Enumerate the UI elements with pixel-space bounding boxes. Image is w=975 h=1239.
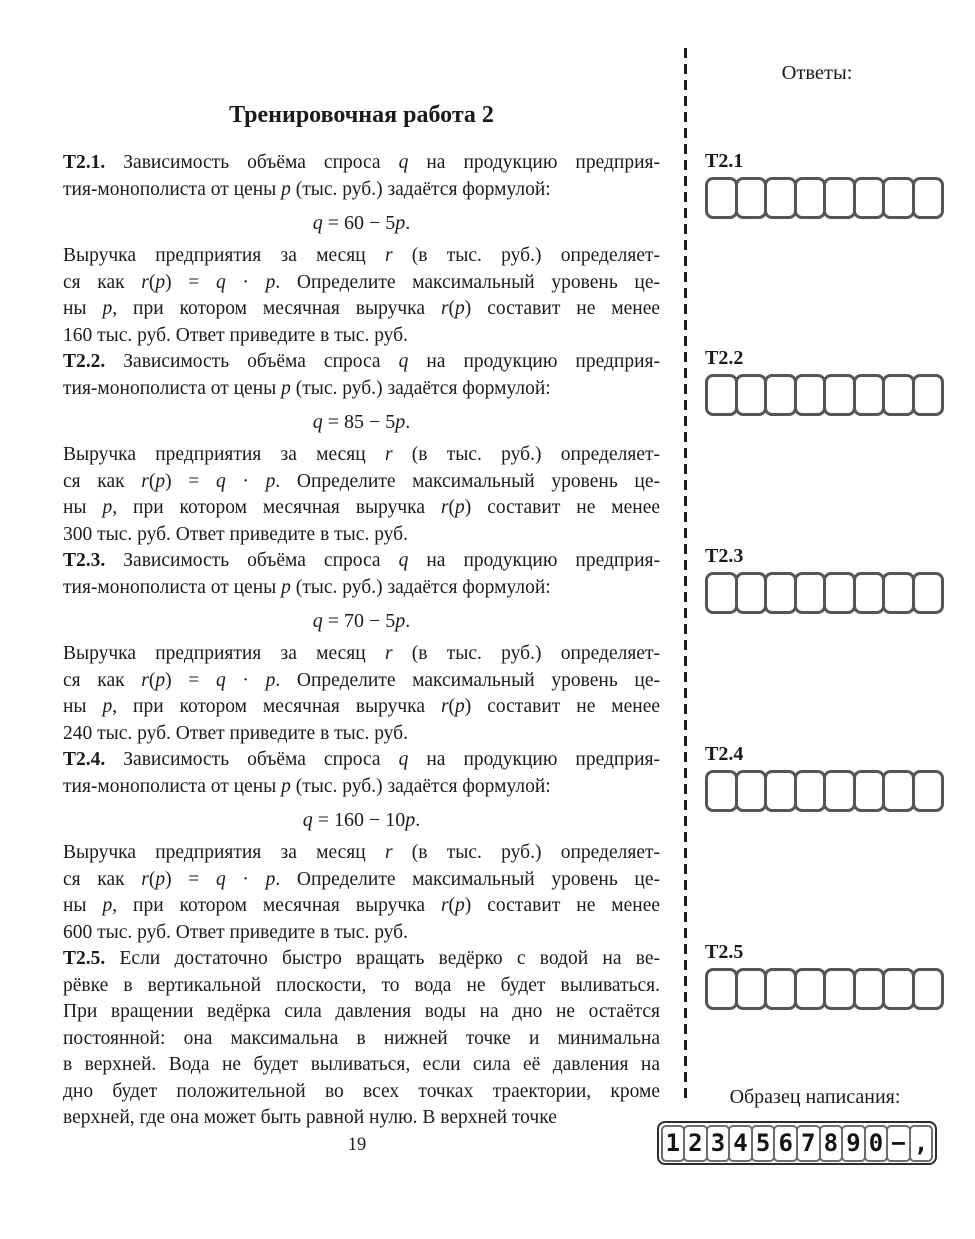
task <box>63 548 660 747</box>
answer-slot-label: Т2.3 <box>705 545 744 567</box>
task-intro <box>63 548 660 601</box>
text-line: постоянной: она максимальна в нижней точке и минимальна <box>63 1027 660 1049</box>
answer-cell <box>882 572 915 614</box>
answer-cell <box>853 770 886 812</box>
answer-cell <box>794 177 827 219</box>
answer-cell <box>794 374 827 416</box>
text-line: Выручка предприятия за месяц r (в тыс. руб.) определяет- <box>63 245 660 266</box>
page-title: Тренировочная работа 2 <box>229 102 494 128</box>
answer-cell <box>823 968 856 1010</box>
text-line: тия-монополиста от цены p (тыс. руб.) задаётся формулой: <box>63 576 551 598</box>
answer-cells-row <box>705 770 947 812</box>
task <box>63 946 660 1132</box>
task-formula: q = 70 − 5p. <box>312 610 411 632</box>
answer-cell <box>853 572 886 614</box>
text-line: Выручка предприятия за месяц r (в тыс. руб.) определяет- <box>63 842 660 863</box>
answer-slot-label: Т2.4 <box>705 743 744 765</box>
answer-cell <box>853 374 886 416</box>
text-line: верхней, где она может быть равной нулю. В верхней точке <box>63 1107 557 1128</box>
text-line: тия-монополиста от цены p (тыс. руб.) задаётся формулой: <box>63 178 551 200</box>
task-intro <box>63 747 660 800</box>
answer-cell <box>705 572 738 614</box>
sample-char-cell: 2 <box>683 1125 708 1162</box>
answer-cells-row <box>705 968 947 1010</box>
answer-cell <box>794 572 827 614</box>
text-line: ны p, при котором месячная выручка r(p) составит не менее <box>63 497 661 518</box>
text-line: Т2.5. Если достаточно быстро вращать ведёрко с водой на ве- <box>63 948 660 969</box>
answer-cell <box>882 770 915 812</box>
answer-cell <box>912 374 945 416</box>
answer-cell <box>912 177 945 219</box>
sample-char-cell: 1 <box>661 1125 686 1162</box>
answer-slot-label: Т2.2 <box>705 347 744 369</box>
answer-cell <box>735 177 768 219</box>
answer-cell <box>764 177 797 219</box>
answer-cells-row <box>705 572 947 614</box>
text-line: тия-монополиста от цены p (тыс. руб.) задаётся формулой: <box>63 377 551 399</box>
task-body <box>63 442 660 548</box>
task-intro <box>63 150 660 203</box>
task-formula: q = 85 − 5p. <box>312 411 411 433</box>
answer-slot <box>705 545 947 614</box>
answer-cell <box>764 770 797 812</box>
answer-cell <box>764 572 797 614</box>
exercise-column <box>63 0 660 1132</box>
answer-cell <box>764 968 797 1010</box>
writing-sample-strip <box>657 1121 937 1165</box>
answer-cell <box>705 374 738 416</box>
answer-cell <box>912 770 945 812</box>
answer-cell <box>853 968 886 1010</box>
answers-heading: Ответы: <box>781 62 853 84</box>
sample-char-cell: 3 <box>706 1125 731 1162</box>
text-line: Выручка предприятия за месяц r (в тыс. руб.) определяет- <box>63 643 660 664</box>
text-line: Т2.1. Зависимость объёма спроса q на продукцию предприя- <box>63 152 661 173</box>
text-line: Т2.4. Зависимость объёма спроса q на продукцию предприя- <box>63 749 661 770</box>
answer-cell <box>882 374 915 416</box>
answer-slot <box>705 743 947 812</box>
text-line: дно будет положительной во всех точках траектории, кроме <box>63 1080 660 1102</box>
answer-cell <box>735 770 768 812</box>
answer-cell <box>735 572 768 614</box>
answer-cells-row <box>705 374 947 416</box>
answer-cell <box>764 374 797 416</box>
text-line: ны p, при котором месячная выручка r(p) составит не менее <box>63 298 661 319</box>
text-line: 600 тыс. руб. Ответ приведите в тыс. руб. <box>63 921 408 943</box>
answer-cells-row <box>705 177 947 219</box>
task-body <box>63 840 660 946</box>
text-line: 240 тыс. руб. Ответ приведите в тыс. руб. <box>63 722 408 744</box>
task-body <box>63 946 660 1132</box>
answer-cell <box>705 968 738 1010</box>
answer-slot <box>705 347 947 416</box>
text-line: 300 тыс. руб. Ответ приведите в тыс. руб. <box>63 523 408 545</box>
sample-char-cell: 5 <box>751 1125 776 1162</box>
text-line: Т2.2. Зависимость объёма спроса q на продукцию предприя- <box>63 351 661 372</box>
text-line: ся как r(p) = q · p. Определите максимальный уровень це- <box>63 868 661 890</box>
text-line: ны p, при котором месячная выручка r(p) составит не менее <box>63 696 661 717</box>
text-line: ся как r(p) = q · p. Определите максимальный уровень це- <box>63 271 661 293</box>
dashed-divider <box>684 48 687 1101</box>
text-line: ны p, при котором месячная выручка r(p) составит не менее <box>63 895 661 916</box>
answer-slot <box>705 150 947 219</box>
text-line: ся как r(p) = q · p. Определите максимальный уровень це- <box>63 669 661 691</box>
text-line: При вращении ведёрка сила давления воды на дно не остаётся <box>63 1001 660 1022</box>
text-line: тия-монополиста от цены p (тыс. руб.) задаётся формулой: <box>63 775 551 797</box>
text-line: рёвке в вертикальной плоскости, то вода не будет выливаться. <box>63 974 660 996</box>
answer-cell <box>823 374 856 416</box>
task-list <box>63 150 660 1132</box>
text-line: 160 тыс. руб. Ответ приведите в тыс. руб. <box>63 324 408 346</box>
text-line: в верхней. Вода не будет выливаться, если сила её давления на <box>63 1054 660 1075</box>
answer-cell <box>794 968 827 1010</box>
answer-cell <box>794 770 827 812</box>
sample-char-cell: 0 <box>864 1125 889 1162</box>
answer-slot-label: Т2.1 <box>705 150 744 172</box>
answer-cell <box>705 177 738 219</box>
answer-slot-label: Т2.5 <box>705 941 744 963</box>
writing-sample-heading: Образец написания: <box>729 1086 901 1108</box>
task-formula: q = 160 − 10p. <box>302 809 421 831</box>
text-line: Выручка предприятия за месяц r (в тыс. руб.) определяет- <box>63 444 660 465</box>
answer-slot <box>705 941 947 1010</box>
sample-char-cell: − <box>886 1125 911 1162</box>
task-formula: q = 60 − 5p. <box>312 212 411 234</box>
task <box>63 349 660 548</box>
answer-cell <box>882 968 915 1010</box>
sample-char-cell: 7 <box>796 1125 821 1162</box>
sample-char-cell: 6 <box>773 1125 798 1162</box>
answer-cell <box>823 770 856 812</box>
answer-cell <box>823 177 856 219</box>
task-intro <box>63 349 660 402</box>
answer-cell <box>705 770 738 812</box>
answer-cell <box>735 374 768 416</box>
text-line: ся как r(p) = q · p. Определите максимальный уровень це- <box>63 470 661 492</box>
sample-char-cell: , <box>909 1125 934 1162</box>
task-body <box>63 243 660 349</box>
answer-cell <box>912 572 945 614</box>
answer-cell <box>853 177 886 219</box>
task-body <box>63 641 660 747</box>
answer-cell <box>823 572 856 614</box>
sample-char-cell: 8 <box>819 1125 844 1162</box>
text-line: Т2.3. Зависимость объёма спроса q на продукцию предприя- <box>63 550 661 571</box>
answer-cell <box>735 968 768 1010</box>
task <box>63 150 660 349</box>
page-number: 19 <box>347 1135 367 1155</box>
task <box>63 747 660 946</box>
answer-cell <box>912 968 945 1010</box>
sample-char-cell: 4 <box>728 1125 753 1162</box>
sample-char-cell: 9 <box>841 1125 866 1162</box>
answer-cell <box>882 177 915 219</box>
